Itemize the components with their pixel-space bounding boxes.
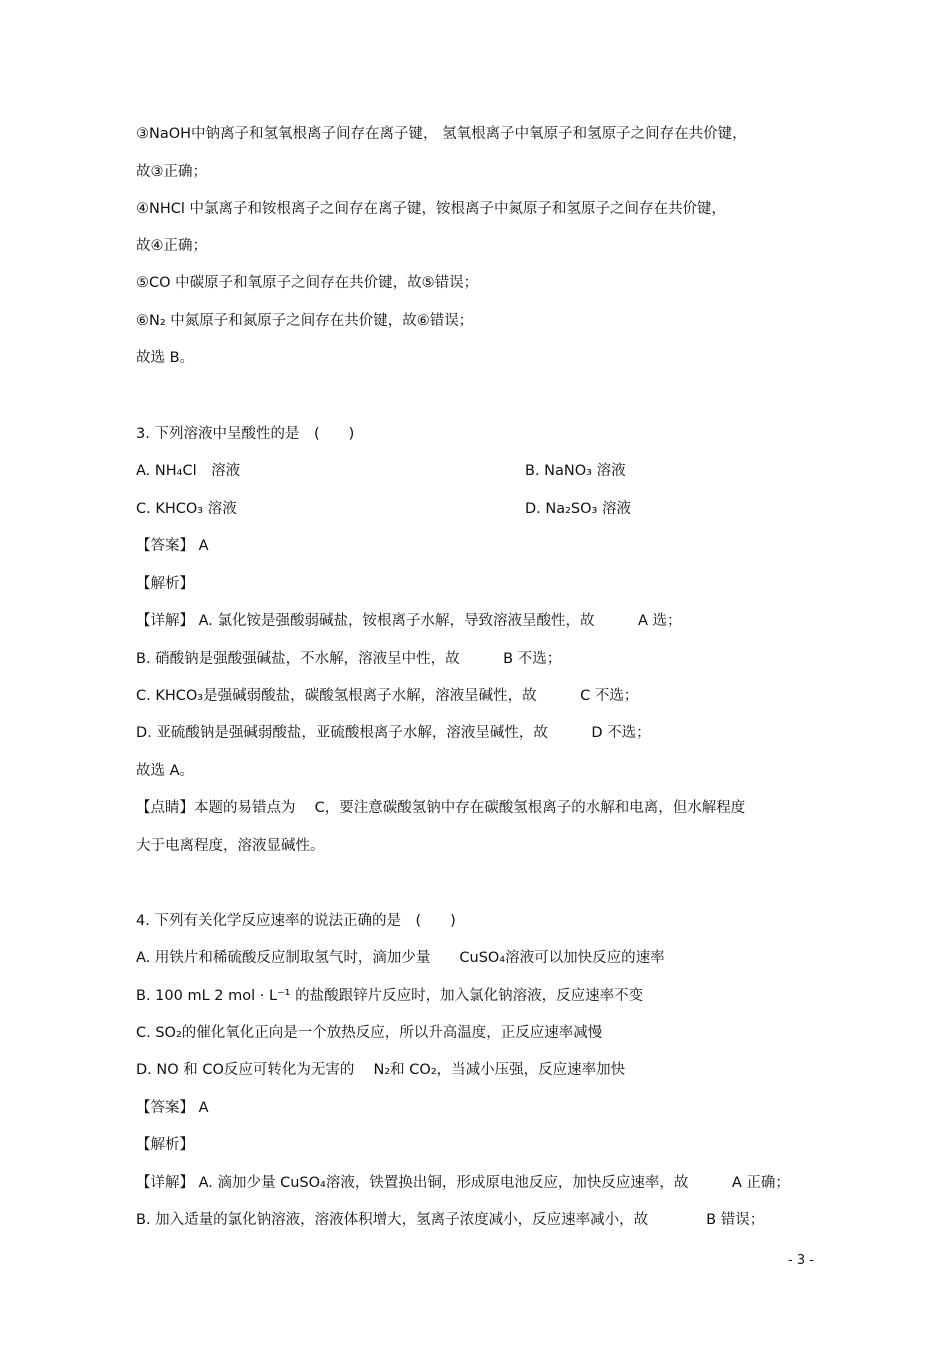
line-6: ⑥N₂ 中氮原子和氮原子之间存在共价键，故⑥错误； xyxy=(136,313,474,329)
q3-detail-c: C. KHCO₃是强碱弱酸盐，碳酸氢根离子水解，溶液呈碱性，故 C 不选； xyxy=(136,688,639,704)
q3-note-1: 【点睛】本题的易错点为 C，要注意碳酸氢钠中存在碳酸氢根离子的水解和电离，但水解程度 xyxy=(136,800,746,816)
q4-analysis-title: 【解析】 xyxy=(136,1137,194,1153)
q3-detail-a: 【详解】 A. 氯化铵是强酸弱碱盐，铵根离子水解，导致溶液呈酸性，故 A 选； xyxy=(136,613,682,629)
q4-option-c: C. SO₂的催化氧化正向是一个放热反应，所以升高温度，正反应速率减慢 xyxy=(136,1025,603,1041)
line-5: ⑤CO 中碳原子和氧原子之间存在共价键，故⑤错误； xyxy=(136,275,479,291)
q4-option-a: A. 用铁片和稀硫酸反应制取氢气时，滴加少量 CuSO₄溶液可以加快反应的速率 xyxy=(136,950,665,966)
q3-option-a: A. NH₄Cl 溶液 xyxy=(136,463,241,479)
choose-b: 故选 B。 xyxy=(136,350,195,366)
q3-option-c: C. KHCO₃ 溶液 xyxy=(136,501,237,517)
q3-analysis-title: 【解析】 xyxy=(136,576,194,592)
q4-stem: 4. 下列有关化学反应速率的说法正确的是 ( ) xyxy=(136,913,456,929)
line-4a: ④NHCl 中氯离子和铵根离子之间存在离子键，铵根离子中氮原子和氢原子之间存在共价键， xyxy=(136,201,727,217)
q3-choose: 故选 A。 xyxy=(136,763,195,779)
q3-stem: 3. 下列溶液中呈酸性的是 ( ) xyxy=(136,426,355,442)
q4-option-d: D. NO 和 CO反应可转化为无害的 N₂和 CO₂，当减小压强，反应速率加快 xyxy=(136,1062,626,1078)
q4-detail-a: 【详解】 A. 滴加少量 CuSO₄溶液，铁置换出铜，形成原电池反应，加快反应速率，故 A 正确； xyxy=(136,1175,790,1191)
q4-answer: 【答案】 A xyxy=(136,1100,209,1116)
q3-option-b: B. NaNO₃ 溶液 xyxy=(525,463,626,479)
line-4b: 故④正确； xyxy=(136,238,207,254)
q4-option-b: B. 100 mL 2 mol · L⁻¹ 的盐酸跟锌片反应时，加入氯化钠溶液，反应速率不变 xyxy=(136,988,644,1004)
q3-note-2: 大于电离程度，溶液显碱性。 xyxy=(136,838,325,854)
q4-detail-b: B. 加入适量的氯化钠溶液，溶液体积增大，氢离子浓度减小，反应速率减小，故 B 错误； xyxy=(136,1212,765,1228)
q3-detail-b: B. 硝酸钠是强酸强碱盐，不水解，溶液呈中性，故 B 不选； xyxy=(136,651,562,667)
q3-answer: 【答案】 A xyxy=(136,538,209,554)
q3-option-d: D. Na₂SO₃ 溶液 xyxy=(525,501,631,517)
line-3a: ③NaOH中钠离子和氢氧根离子间存在离子键， 氢氧根离子中氧原子和氢原子之间存在共价键， xyxy=(136,126,747,142)
q3-detail-d: D. 亚硫酸钠是强碱弱酸盐，亚硫酸根离子水解，溶液呈碱性，故 D 不选； xyxy=(136,725,651,741)
line-3b: 故③正确； xyxy=(136,164,207,180)
page-number: - 3 - xyxy=(788,1253,814,1268)
